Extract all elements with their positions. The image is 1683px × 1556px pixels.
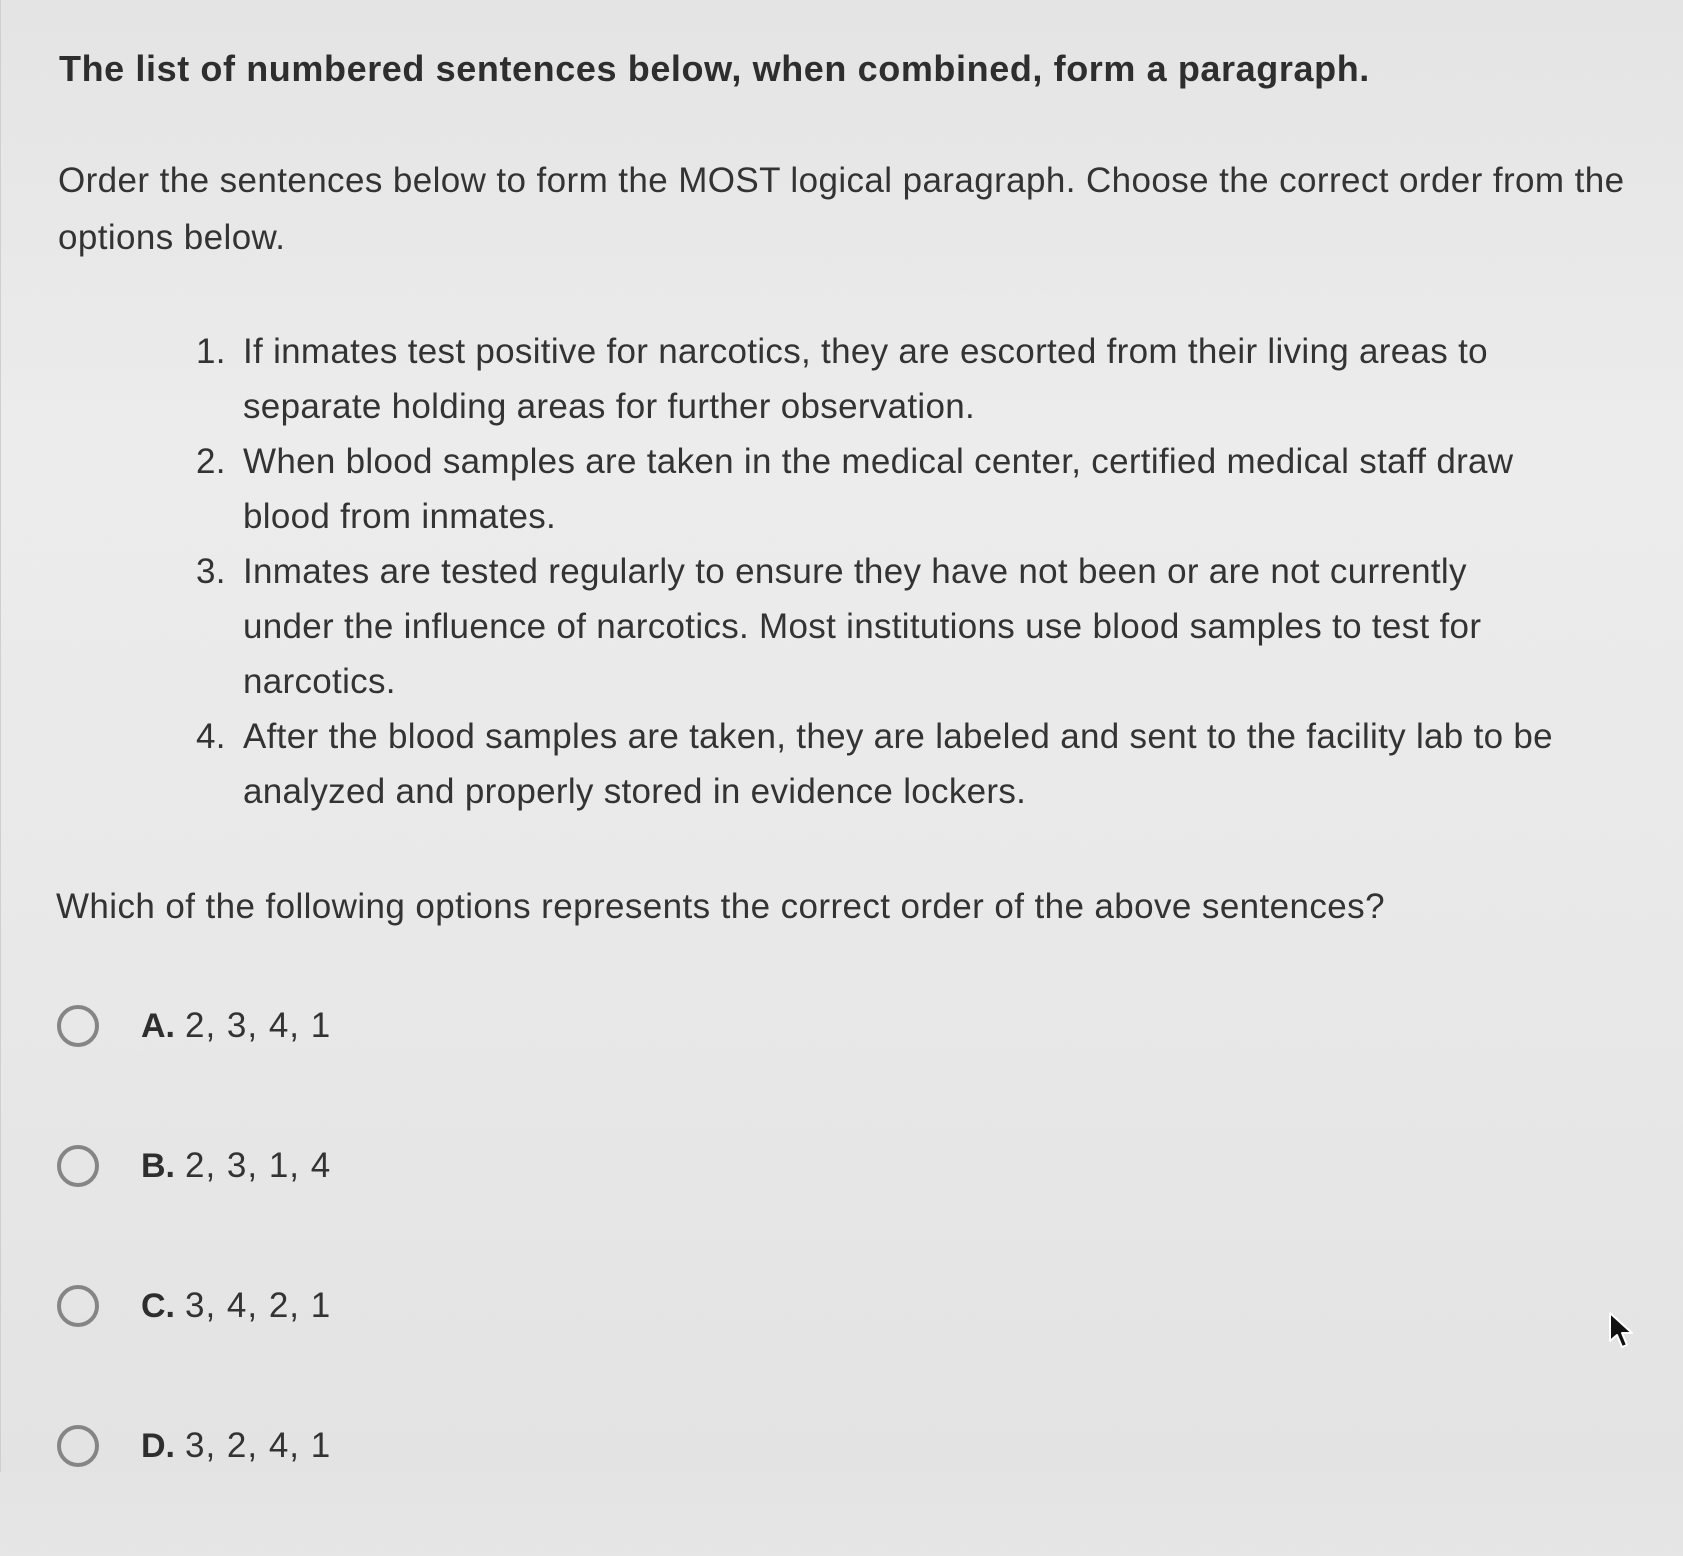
sentence-text: Inmates are tested regularly to ensure they have not been or are not currently under the influence of narcotics. Most institutions use blood samples to test for narcotics. xyxy=(243,552,1482,701)
radio-unselected-icon[interactable] xyxy=(57,1145,99,1187)
option-letter: C. xyxy=(141,1286,175,1325)
sentence-number: 2. xyxy=(196,442,226,481)
mouse-pointer-icon xyxy=(1607,1311,1637,1351)
sentence-item xyxy=(196,324,1556,434)
option-a[interactable] xyxy=(57,996,331,1056)
option-text: 3, 2, 4, 1 xyxy=(185,1426,332,1465)
radio-unselected-icon[interactable] xyxy=(57,1425,99,1467)
sentence-item xyxy=(196,434,1556,544)
sentence-text: When blood samples are taken in the medical center, certified medical staff draw blood from inmates. xyxy=(243,442,1514,536)
option-b[interactable] xyxy=(57,1136,331,1196)
sentence-text: After the blood samples are taken, they are labeled and sent to the facility lab to be analyzed and properly stored in evidence lockers. xyxy=(243,717,1553,811)
sentence-number: 1. xyxy=(196,332,226,371)
sentence-text: If inmates test positive for narcotics, they are escorted from their living areas to separate holding areas for further observation. xyxy=(243,332,1488,426)
option-text: 3, 4, 2, 1 xyxy=(185,1286,332,1325)
sentence-number: 4. xyxy=(196,717,226,756)
instructions-text: Order the sentences below to form the MOST logical paragraph. Choose the correct order from the options below. xyxy=(58,161,1625,257)
option-c[interactable] xyxy=(57,1276,331,1336)
option-letter: B. xyxy=(141,1146,175,1185)
option-letter: D. xyxy=(141,1426,175,1465)
option-text: 2, 3, 4, 1 xyxy=(185,1006,332,1045)
option-text: 2, 3, 1, 4 xyxy=(185,1146,332,1185)
option-letter: A. xyxy=(141,1006,175,1045)
option-d[interactable] xyxy=(57,1416,331,1476)
question-prompt: Which of the following options represents the correct order of the above sentences? xyxy=(56,887,1385,926)
radio-unselected-icon[interactable] xyxy=(57,1285,99,1327)
answer-options xyxy=(57,996,331,1556)
sentence-item xyxy=(196,544,1556,709)
sentence-list xyxy=(196,324,1556,819)
sentence-number: 3. xyxy=(196,552,226,591)
question-heading: The list of numbered sentences below, when combined, form a paragraph. xyxy=(59,48,1370,89)
radio-unselected-icon[interactable] xyxy=(57,1005,99,1047)
sentence-item xyxy=(196,709,1556,819)
